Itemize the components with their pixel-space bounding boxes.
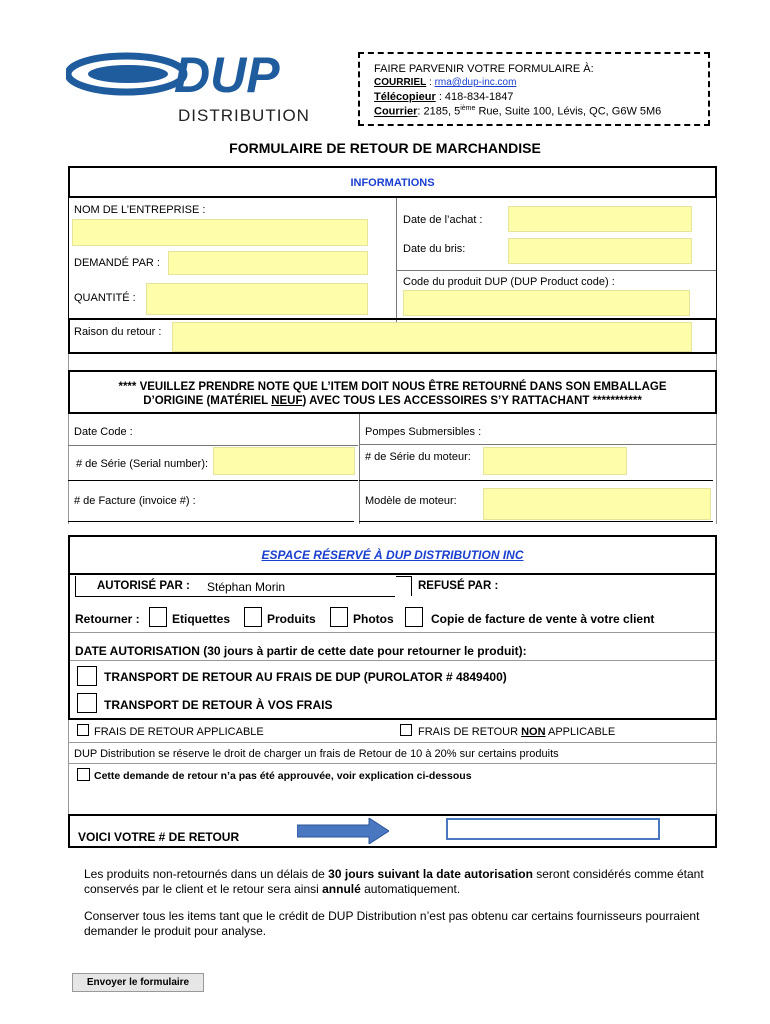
not-approved-checkbox[interactable]: [77, 768, 90, 781]
p1-d: annulé: [322, 882, 361, 896]
product-code-label: Code du produit DUP (DUP Product code) :: [403, 276, 615, 288]
fees-non-u: NON: [521, 726, 546, 738]
fees-applicable-checkbox[interactable]: [77, 724, 89, 736]
invoice-label: # de Facture (invoice #) :: [74, 495, 196, 507]
return-number-label: VOICI VOTRE # DE RETOUR: [78, 830, 240, 844]
logo-sub: DISTRIBUTION: [178, 106, 310, 125]
telecopieur-value: : 418-834-1847: [438, 91, 514, 103]
requested-by-label: DEMANDÉ PAR :: [74, 257, 160, 269]
motor-serial-field[interactable]: [483, 447, 627, 475]
products-option: Produits: [267, 612, 316, 626]
serial-field[interactable]: [213, 447, 355, 475]
p1-c: seront considérés comme étant conservés par le client et le retour sera ainsi: [84, 867, 704, 896]
reason-label: Raison du retour :: [74, 326, 162, 338]
transport-dup-checkbox[interactable]: [77, 666, 97, 686]
purchase-date-label: Date de l’achat :: [403, 214, 483, 226]
courriel-link[interactable]: rma@dup-inc.com: [434, 77, 517, 88]
purchase-date-field[interactable]: [508, 206, 692, 232]
break-date-field[interactable]: [508, 238, 692, 264]
fees-non-a: FRAIS DE RETOUR: [418, 726, 522, 738]
transport-you-checkbox[interactable]: [77, 693, 97, 713]
quantity-label: QUANTITÉ :: [74, 292, 136, 304]
telecopieur-label: Télécopieur: [374, 91, 436, 103]
p1-e: automatiquement.: [360, 882, 461, 896]
fees-applicable-label: FRAIS DE RETOUR APPLICABLE: [94, 726, 264, 738]
labels-checkbox[interactable]: [149, 607, 167, 627]
auth-date-label: DATE AUTORISATION (30 jours à partir de cette date pour retourner le produit):: [75, 644, 527, 658]
motor-model-label: Modèle de moteur:: [365, 495, 457, 507]
notice-line2-a: D’ORIGINE (MATÉRIEL: [143, 395, 272, 407]
products-checkbox[interactable]: [244, 607, 262, 627]
fees-non-b: APPLICABLE: [545, 726, 616, 738]
date-code-label: Date Code :: [74, 426, 133, 438]
form-title: FORMULAIRE DE RETOUR DE MARCHANDISE: [229, 140, 541, 156]
company-field[interactable]: [72, 219, 368, 246]
fees-non-applicable-label: [418, 726, 615, 738]
courrier-label: Courrier: [374, 105, 418, 118]
return-number-field[interactable]: [446, 818, 660, 840]
authorized-label: AUTORISÉ PAR :: [97, 580, 190, 592]
paragraph-delay: [84, 867, 714, 897]
photos-checkbox[interactable]: [330, 607, 348, 627]
requested-by-field[interactable]: [168, 251, 368, 275]
serial-label: # de Série (Serial number):: [76, 458, 209, 470]
break-date-label: Date du bris:: [403, 243, 466, 255]
invoice-copy-checkbox[interactable]: [405, 607, 423, 627]
p1-a: Les produits non-retournés dans un délais de: [84, 867, 329, 881]
transport-you-label: TRANSPORT DE RETOUR À VOS FRAIS: [104, 698, 333, 712]
notice-line2-b: ) AVEC TOUS LES ACCESSOIRES S’Y RATTACHANT ***********: [302, 395, 642, 407]
pumps-label: Pompes Submersibles :: [365, 426, 482, 438]
logo-brand: DUP: [174, 50, 280, 103]
notice-line1: **** VEUILLEZ PRENDRE NOTE QUE L’ITEM DOIT NOUS ÊTRE RETOURNÉ DANS SON EMBALLAGE: [118, 381, 667, 393]
authorized-value: Stéphan Morin: [207, 580, 286, 594]
fees-note: DUP Distribution se réserve le droit de charger un frais de Retour de 10 à 20% sur certains produits: [74, 748, 559, 760]
informations-header: INFORMATIONS: [350, 177, 435, 189]
notice-text: [68, 380, 717, 408]
invoice-copy-option: Copie de facture de vente à votre client: [431, 612, 655, 626]
fees-non-applicable-checkbox[interactable]: [400, 724, 412, 736]
contact-heading: FAIRE PARVENIR VOTRE FORMULAIRE À:: [374, 63, 594, 75]
quantity-field[interactable]: [146, 283, 368, 315]
arrow-right-icon: [297, 818, 389, 844]
courrier-value-a: : 2185, 5: [417, 105, 461, 118]
return-label: Retourner :: [75, 612, 140, 626]
labels-option: Etiquettes: [172, 612, 231, 626]
motor-serial-label: # de Série du moteur:: [365, 451, 471, 463]
notice-line2-u: NEUF: [271, 395, 303, 407]
product-code-field[interactable]: [403, 290, 690, 316]
courrier-sup: ième: [460, 105, 476, 112]
not-approved-label: Cette demande de retour n’a pas été approuvée, voir explication ci-dessous: [94, 770, 472, 782]
p1-b: 30 jours suivant la date autorisation: [328, 867, 533, 881]
photos-option: Photos: [353, 612, 394, 626]
reason-field[interactable]: [172, 322, 692, 352]
refused-label: REFUSÉ PAR :: [418, 580, 499, 592]
courrier-value-b: Rue, Suite 100, Lévis, QC, G6W 5M6: [475, 105, 662, 118]
courriel-label: COURRIEL: [374, 77, 427, 88]
reserved-header: ESPACE RÉSERVÉ À DUP DISTRIBUTION INC: [261, 548, 524, 562]
transport-dup-label: TRANSPORT DE RETOUR AU FRAIS DE DUP (PUROLATOR # 4849400): [104, 670, 507, 684]
paragraph-keep: Conserver tous les items tant que le crédit de DUP Distribution n’est pas obtenu car certains fournisseurs pourraient demander le produit pour analyse.: [84, 909, 700, 938]
contact-box: FAIRE PARVENIR VOTRE FORMULAIRE À: COURRIEL : rma@dup-inc.com Télécopieur : 418-834-1847 Courrier: 2185, 5ième Rue, Suite 100, Lévis, QC, G6W 5M6: [358, 52, 710, 126]
company-label: NOM DE L’ENTREPRISE :: [74, 204, 206, 216]
motor-model-field[interactable]: [483, 488, 711, 520]
submit-button[interactable]: Envoyer le formulaire: [72, 973, 204, 992]
dup-logo: [66, 50, 336, 130]
